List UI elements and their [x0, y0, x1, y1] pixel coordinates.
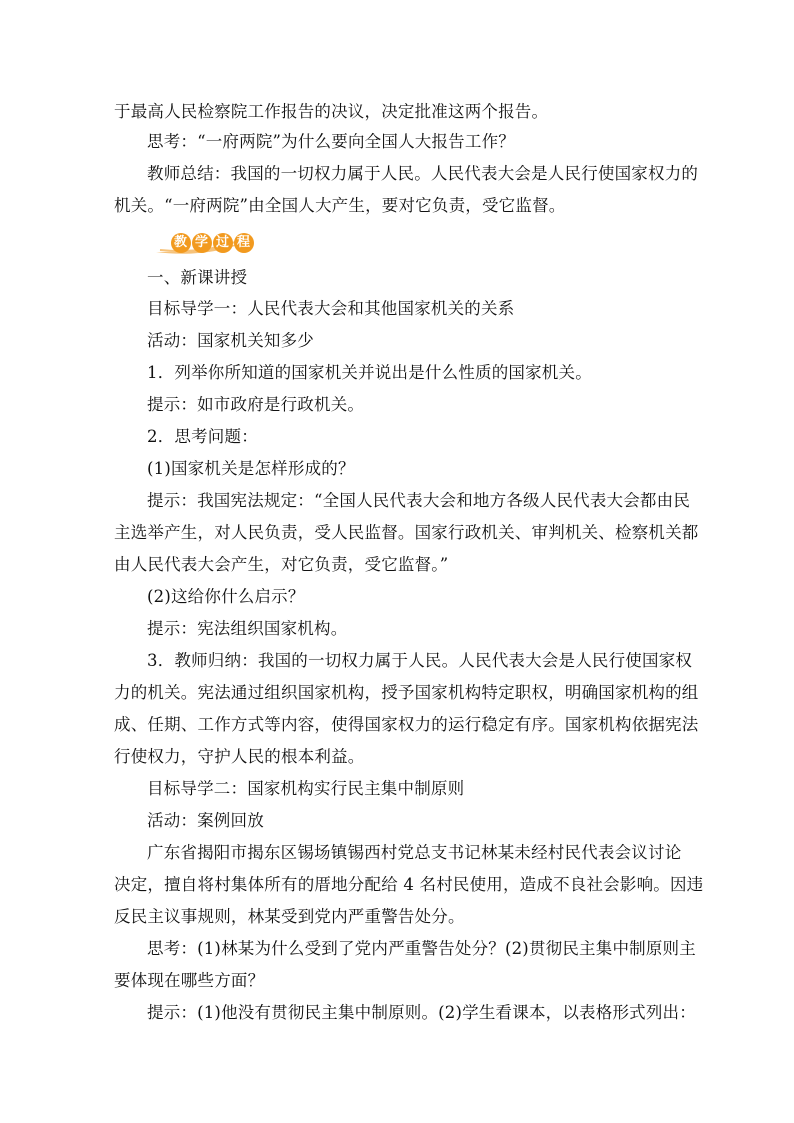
paragraph-line: 提示：宪法组织国家机构。	[147, 619, 348, 638]
badge-char: 教	[171, 233, 191, 253]
paragraph-line: (2)这给你什么启示？	[147, 587, 305, 606]
subheading: 目标导学一：人民代表大会和其他国家机关的关系	[147, 299, 515, 318]
paragraph-line: 2．思考问题：	[147, 427, 258, 446]
paragraph-line: 机关。“一府两院”由全国人大产生，要对它负责，受它监督。	[114, 196, 566, 215]
paragraph-line: 广东省揭阳市揭东区锡场镇锡西村党总支书记林某未经村民代表会议讨论	[147, 843, 682, 862]
paragraph-line: 3．教师归纳：我国的一切权力属于人民。人民代表大会是人民行使国家权	[147, 651, 693, 670]
paragraph-line: 1．列举你所知道的国家机关并说出是什么性质的国家机关。	[147, 363, 592, 382]
paragraph-line: 提示：如市政府是行政机关。	[147, 395, 365, 414]
badge-char: 学	[192, 233, 212, 253]
paragraph-line: 思考：“一府两院”为什么要向全国人大报告工作？	[147, 132, 515, 151]
paragraph-line: 于最高人民检察院工作报告的决议，决定批准这两个报告。	[114, 102, 549, 121]
paragraph-line: 要体现在哪些方面？	[114, 971, 265, 990]
paragraph-line: 主选举产生，对人民负责，受人民监督。国家行政机关、审判机关、检察机关都	[114, 523, 699, 542]
subheading: 目标导学二：国家机构实行民主集中制原则	[147, 779, 465, 798]
paragraph-line: 由人民代表大会产生，对它负责，受它监督。”	[114, 555, 449, 574]
paragraph-line: 行使权力，守护人民的根本利益。	[114, 747, 365, 766]
paragraph-line: 提示：(1)他没有贯彻民主集中制原则。(2)学生看课本，以表格形式列出：	[147, 1003, 696, 1022]
paragraph-line: 提示：我国宪法规定：“全国人民代表大会和地方各级人民代表大会都由民	[147, 491, 691, 510]
paragraph-line: 思考：(1)林某为什么受到了党内严重警告处分？(2)贯彻民主集中制原则主	[147, 939, 696, 958]
badge-char: 过	[213, 233, 233, 253]
paragraph-line: 活动：国家机关知多少	[147, 331, 314, 350]
paragraph-line: 成、任期、工作方式等内容，使得国家权力的运行稳定有序。国家机构依据宪法	[114, 715, 699, 734]
paragraph-line: 活动：案例回放	[147, 811, 264, 830]
paragraph-line: (1)国家机关是怎样形成的？	[147, 459, 355, 478]
section-badge-teaching-process	[154, 228, 256, 258]
paragraph-line: 反民主议事规则，林某受到党内严重警告处分。	[114, 907, 465, 926]
paragraph-line: 力的机关。宪法通过组织国家机构，授予国家机构特定职权，明确国家机构的组	[114, 683, 699, 702]
badge-char: 程	[234, 233, 254, 253]
paragraph-line: 决定，擅自将村集体所有的厝地分配给 4 名村民使用，造成不良社会影响。因违	[114, 875, 704, 894]
paragraph-line: 教师总结：我国的一切权力属于人民。人民代表大会是人民行使国家权力的	[147, 164, 699, 183]
section-heading: 一、新课讲授	[147, 268, 248, 287]
